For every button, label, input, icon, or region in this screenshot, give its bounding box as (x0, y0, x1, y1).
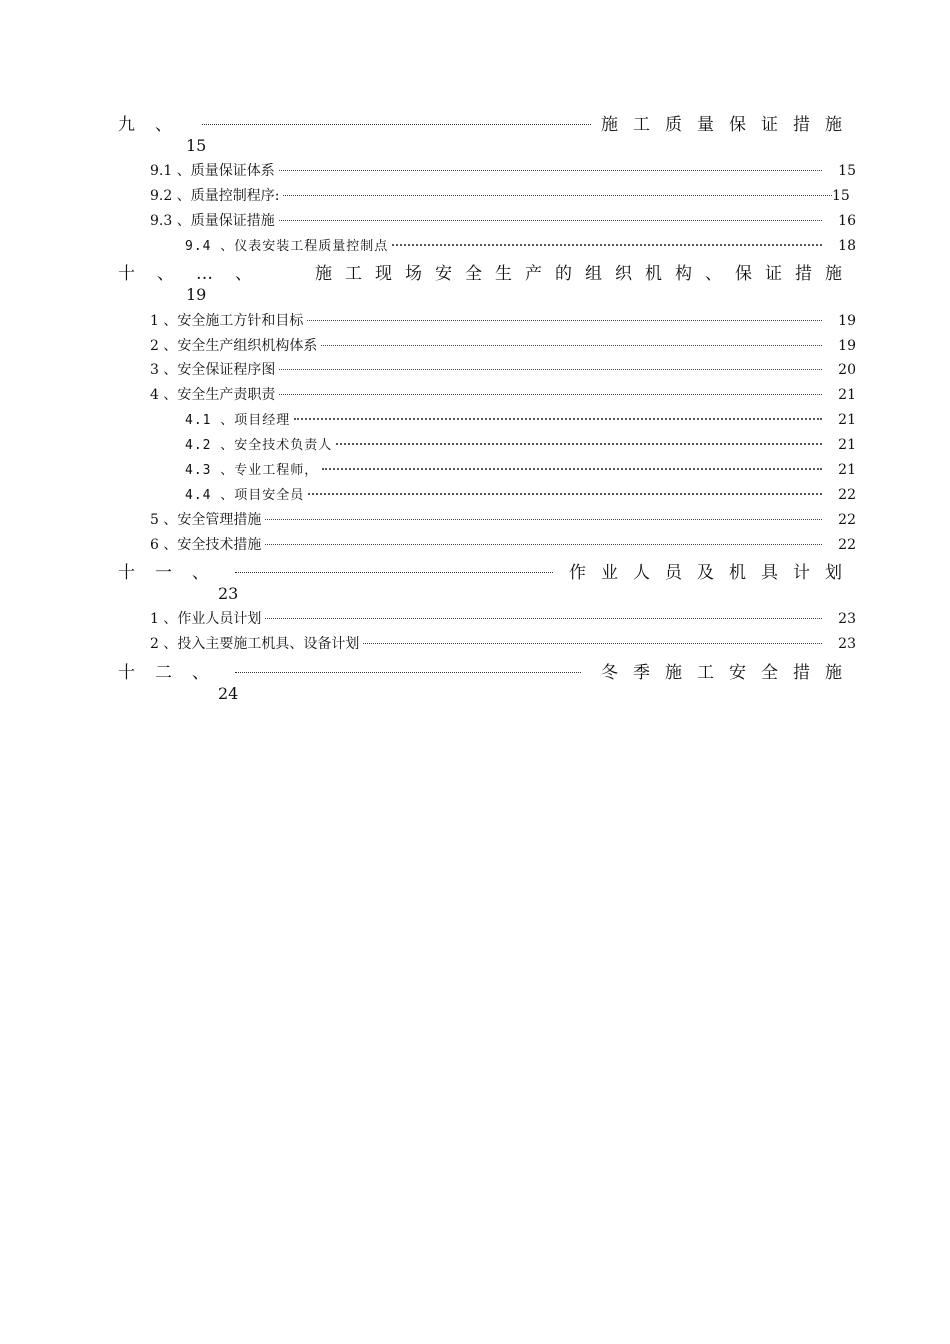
dot-leader (235, 572, 553, 573)
chapter-title: 施 工 现 场 安 全 生 产 的 组 织 机 构 、 保 证 措 施 (315, 264, 842, 284)
entry-page-number: 15 (832, 188, 850, 204)
chapter-page-number: 19 (186, 285, 207, 304)
entry-page-number: 22 (838, 537, 856, 553)
toc-entry-11-1[interactable] (150, 608, 856, 630)
entry-label: 4 、安全生产责职责 (150, 387, 276, 403)
chapter-page-number: 24 (218, 684, 239, 703)
entry-label: 4.4 、项目安全员 (185, 488, 305, 503)
chapter-title: 施 工 质 量 保 证 措 施 (601, 115, 842, 135)
toc-entry-10-6[interactable] (150, 534, 856, 556)
chapter-title: 冬 季 施 工 安 全 措 施 (601, 663, 842, 683)
chapter-page-number: 23 (218, 584, 239, 603)
dot-leader (235, 672, 581, 673)
dot-leader (322, 468, 822, 470)
entry-page-number: 22 (838, 487, 856, 503)
toc-entry-10-4[interactable] (150, 384, 856, 406)
entry-label: 4.2 、安全技术负责人 (185, 438, 333, 453)
entry-label: 3 、安全保证程序图 (150, 362, 276, 378)
toc-entry-10-3[interactable] (150, 359, 856, 381)
entry-page-number: 21 (838, 437, 856, 453)
toc-entry-10-1[interactable] (150, 310, 856, 332)
entry-page-number: 16 (838, 213, 856, 229)
toc-entry-4-1[interactable] (185, 409, 856, 431)
dot-leader (283, 195, 832, 196)
dot-leader (265, 519, 822, 520)
toc-entry-4-3[interactable] (185, 459, 856, 481)
dot-leader (321, 345, 822, 346)
entry-page-number: 21 (838, 412, 856, 428)
dot-leader (279, 394, 822, 395)
entry-page-number: 20 (838, 362, 856, 378)
entry-page-number: 18 (838, 238, 856, 254)
entry-label: 1 、作业人员计划 (150, 611, 262, 627)
entry-page-number: 21 (838, 462, 856, 478)
chapter-title: 作 业 人 员 及 机 具 计 划 (569, 563, 842, 583)
toc-chapter-10[interactable] (118, 259, 842, 287)
toc-entry-9-4[interactable] (185, 235, 856, 257)
toc-chapter-12[interactable] (118, 658, 842, 686)
dot-leader (265, 618, 822, 619)
entry-page-number: 19 (838, 313, 856, 329)
entry-page-number: 21 (838, 387, 856, 403)
entry-label: 6 、安全技术措施 (150, 537, 262, 553)
entry-page-number: 22 (838, 512, 856, 528)
dot-leader (363, 643, 822, 644)
chapter-page-number: 15 (186, 136, 207, 155)
toc-entry-11-2[interactable] (150, 633, 856, 655)
entry-label: 2 、投入主要施工机具、设备计划 (150, 636, 360, 652)
toc-entry-9-2[interactable] (150, 185, 848, 207)
entry-page-number: 23 (838, 636, 856, 652)
toc-entry-10-2[interactable] (150, 335, 856, 357)
dot-leader (279, 369, 822, 370)
entry-label: 4.1 、项目经理 (185, 413, 291, 428)
dot-leader (294, 418, 822, 420)
toc-entry-9-1[interactable] (150, 160, 856, 182)
chapter-number: 十 一 、 (118, 563, 209, 583)
entry-page-number: 15 (838, 163, 856, 179)
toc-entry-4-4[interactable] (185, 484, 856, 506)
toc-entry-10-5[interactable] (150, 509, 856, 531)
entry-label: 1 、安全施工方针和目标 (150, 313, 304, 329)
dot-leader (265, 544, 822, 545)
toc-chapter-11[interactable] (118, 558, 842, 586)
entry-label: 9.2 、质量控制程序: (150, 188, 280, 204)
entry-label: 9.1 、质量保证体系 (150, 163, 275, 179)
dot-leader (336, 443, 822, 445)
chapter-number: 十 二 、 (118, 663, 209, 683)
chapter-number: 九 、 (118, 115, 172, 135)
entry-label: 9.3 、质量保证措施 (150, 213, 275, 229)
dot-leader (279, 170, 822, 171)
entry-label: 2 、安全生产组织机构体系 (150, 338, 318, 354)
dot-leader (279, 220, 822, 221)
dot-leader (392, 244, 822, 246)
toc-entry-9-3[interactable] (150, 210, 856, 232)
dot-leader (308, 493, 822, 495)
entry-label: 9.4 、仪表安装工程质量控制点 (185, 239, 389, 254)
entry-page-number: 23 (838, 611, 856, 627)
entry-page-number: 19 (838, 338, 856, 354)
toc-entry-4-2[interactable] (185, 434, 856, 456)
dot-leader (202, 124, 591, 125)
entry-label: 4.3 、专业工程师， (185, 463, 319, 478)
entry-label: 5 、安全管理措施 (150, 512, 262, 528)
chapter-number: 十 、 … 、 (118, 264, 252, 284)
toc-chapter-9[interactable] (118, 110, 842, 138)
dot-leader (307, 320, 822, 321)
